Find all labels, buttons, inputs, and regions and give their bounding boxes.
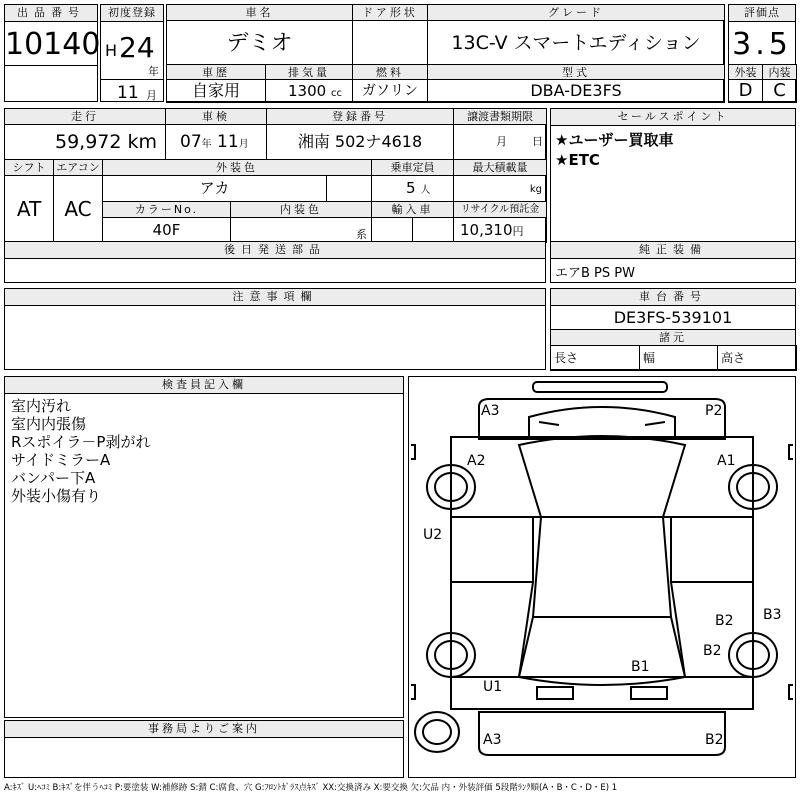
mark-u2: U2 — [423, 527, 443, 543]
office-box — [4, 720, 404, 778]
seats-unit: 人 — [420, 185, 431, 196]
score-label: 評価点 — [729, 5, 795, 22]
sales-label: セールスポイント — [551, 109, 795, 126]
inspector-label: 検査員記入欄 — [5, 377, 403, 394]
reg-month: 11 — [117, 83, 139, 103]
door-label: ドア形状 — [352, 4, 428, 21]
chassis-value: DE3FS-539101 — [613, 308, 733, 327]
car-name-label: 車名 — [166, 4, 353, 21]
mileage-unit: km — [127, 131, 158, 153]
mark-p2: P2 — [705, 403, 723, 419]
recycle-unit: 円 — [512, 225, 524, 238]
color-value: アカ — [102, 175, 327, 202]
length-label: 長さ — [550, 345, 640, 371]
color-no-value: 40F — [102, 217, 231, 243]
recycle-value: 10,310 — [460, 221, 513, 239]
later-parts-box — [4, 241, 546, 283]
equipment-value: エアB PS PW — [555, 266, 635, 281]
displacement-cell — [265, 79, 353, 103]
grade-label: グレード — [427, 4, 725, 21]
car-info-box — [166, 4, 724, 102]
inspector-line: 室内汚れ — [11, 397, 72, 415]
car-name: デミオ — [166, 20, 353, 65]
era: H — [105, 41, 118, 60]
plate-label: 登録番号 — [266, 108, 454, 125]
notes-label: 注意事項欄 — [5, 289, 545, 306]
mark-a3-front: A3 — [481, 403, 500, 419]
car-diagram-box — [408, 376, 796, 778]
mileage-cell — [4, 124, 166, 160]
seats-value: 5 — [406, 179, 416, 197]
first-reg-label: 初度登録 — [101, 5, 163, 22]
load-unit: kg — [529, 184, 542, 195]
mileage-value: 59,972 — [55, 131, 122, 153]
seats-label: 乗車定員 — [371, 159, 454, 176]
inspection-cell — [165, 124, 267, 160]
displacement-unit: cc — [330, 88, 342, 99]
grade-value: 13C-V スマートエディション — [427, 20, 725, 65]
inspector-line: 室内内張傷 — [11, 415, 87, 433]
history-value: 自家用 — [166, 79, 266, 103]
mark-a3-rear: A3 — [483, 732, 502, 748]
chassis-box — [550, 288, 796, 370]
door-value — [352, 20, 428, 65]
mark-b1: B1 — [631, 659, 650, 675]
transfer-day: 日 — [532, 135, 543, 148]
transfer-month: 月 — [496, 135, 507, 148]
insp-month: 11 — [217, 132, 239, 152]
width-label: 幅 — [639, 345, 718, 371]
insp-year: 07 — [180, 132, 202, 152]
recycle-label: リサイクル預託金 — [453, 201, 547, 218]
load-cell — [453, 175, 547, 202]
mark-b2-rear: B2 — [703, 643, 722, 659]
equipment-label: 純正装備 — [551, 242, 795, 259]
recycle-cell — [453, 217, 547, 243]
mark-b2-right: B2 — [715, 613, 734, 629]
inspector-box — [4, 376, 404, 718]
ac-label: エアコン — [53, 159, 103, 176]
score-value: 3.5 — [732, 27, 792, 62]
later-parts-label: 後日発送部品 — [5, 242, 545, 259]
ac-value: AC — [53, 175, 103, 243]
mark-a1: A1 — [717, 453, 736, 469]
lot-box — [4, 4, 101, 102]
insp-month-unit: 月 — [238, 139, 249, 150]
int-grade: C — [762, 79, 797, 103]
inspector-line: Rスポイラ－P剥がれ — [11, 433, 151, 451]
mileage-label: 走行 — [4, 108, 166, 125]
car-diagram — [409, 377, 795, 777]
fuel-label: 燃料 — [352, 64, 428, 80]
inspector-notes — [11, 397, 150, 505]
inspector-line: サイドミラーA — [11, 451, 111, 469]
notes-box — [4, 288, 546, 370]
sales-point-2: ★ETC — [555, 151, 600, 169]
load-label: 最大積載量 — [453, 159, 547, 176]
month-unit: 月 — [146, 89, 157, 102]
color-no-label: カラーNo. — [102, 201, 231, 218]
color-label: 外装色 — [102, 159, 372, 176]
first-reg-box — [100, 4, 164, 102]
office-label: 事務局よりご案内 — [5, 721, 403, 738]
int-color-cell — [230, 217, 372, 243]
ext-label: 外装 — [728, 64, 763, 80]
model-label: 型式 — [427, 64, 725, 80]
inspector-line: バンパー下A — [11, 469, 96, 487]
int-color-label: 内装色 — [230, 201, 372, 218]
inspector-line: 外装小傷有り — [11, 487, 102, 505]
score-box — [728, 4, 796, 102]
shift-value: AT — [4, 175, 54, 243]
height-label: 高さ — [717, 345, 797, 371]
shift-label: シフト — [4, 159, 54, 176]
chassis-label: 車台番号 — [551, 289, 795, 306]
displacement-label: 排気量 — [265, 64, 353, 80]
mark-u1: U1 — [483, 679, 503, 695]
inspection-label: 車検 — [165, 108, 267, 125]
int-color-unit: 系 — [356, 228, 367, 241]
model-value: DBA-DE3FS — [427, 79, 725, 103]
import-label: 輸入車 — [371, 201, 454, 218]
lot-label: 出品番号 — [5, 5, 97, 22]
transfer-label: 譲渡書類期限 — [453, 108, 547, 125]
mark-b2-bumper: B2 — [705, 732, 724, 748]
import-b — [412, 217, 454, 243]
mark-a2: A2 — [467, 453, 486, 469]
plate-value: 湘南 502ナ4618 — [266, 124, 454, 160]
sales-box — [550, 108, 796, 242]
mark-b3: B3 — [763, 607, 782, 623]
year-unit: 年 — [148, 65, 159, 78]
transfer-cell — [453, 124, 547, 160]
reg-year: 24 — [119, 31, 155, 64]
int-label: 内装 — [762, 64, 797, 80]
lot-number: 10140 — [5, 27, 101, 62]
legend: A:ｷｽﾞ U:ﾍｺﾐ B:ｷｽﾞを伴うﾍｺﾐ P:要塗装 W:補修跡 S:錆 C:腐食、穴 G:ﾌﾛﾝﾄｶﾞﾗｽ点ｷｽﾞ XX:交換済み X:要交換 欠:欠品 内・外装評価 5段階ﾗﾝｸ順(A・B・C・D・E) 1 — [4, 783, 618, 793]
color-spare — [326, 175, 372, 202]
history-label: 車歴 — [166, 64, 266, 80]
equipment-box — [550, 241, 796, 283]
displacement-value: 1300 — [288, 82, 327, 100]
import-a — [371, 217, 413, 243]
seats-cell — [371, 175, 454, 202]
sales-point-1: ★ユーザー買取車 — [555, 131, 674, 149]
ext-grade: D — [728, 79, 763, 103]
insp-year-unit: 年 — [201, 139, 212, 150]
dims-label: 諸元 — [550, 329, 796, 346]
spec-box — [4, 108, 546, 242]
fuel-value: ガソリン — [352, 79, 428, 103]
